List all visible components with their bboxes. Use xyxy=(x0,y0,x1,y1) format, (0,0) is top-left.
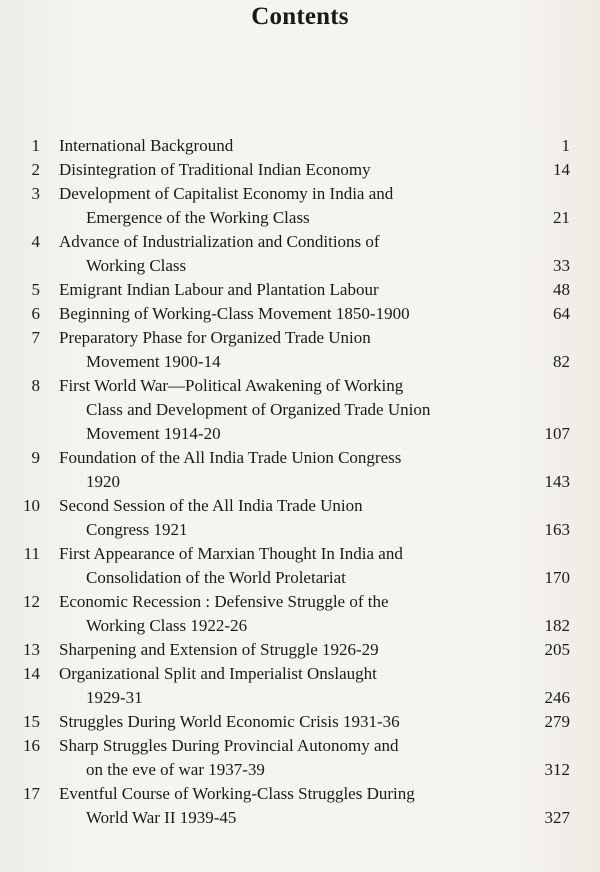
chapter-title: First World War—Political Awakening of Working xyxy=(59,376,404,395)
chapter-number: 9 xyxy=(31,448,40,467)
toc-entry-line xyxy=(0,662,600,686)
chapter-title: Consolidation of the World Proletariat xyxy=(86,568,346,587)
toc-entry-line xyxy=(0,134,600,158)
page-number: 33 xyxy=(553,256,570,275)
chapter-title: Struggles During World Economic Crisis 1931-36 xyxy=(59,712,400,731)
chapter-title: World War II 1939-45 xyxy=(86,808,237,827)
chapter-number: 6 xyxy=(31,304,40,323)
chapter-title: 1920 xyxy=(86,472,120,491)
chapter-number: 5 xyxy=(31,280,40,299)
chapter-title: Working Class 1922-26 xyxy=(86,616,248,635)
toc-entry-line xyxy=(0,638,600,662)
toc-entry xyxy=(0,182,600,230)
chapter-number: 8 xyxy=(31,376,40,395)
toc-entry-line xyxy=(0,734,600,758)
toc-entry-line xyxy=(0,254,600,278)
toc-entry-line xyxy=(0,710,600,734)
toc-entry-line xyxy=(0,758,600,782)
page-number: 163 xyxy=(544,520,570,539)
page-number: 107 xyxy=(544,424,570,443)
chapter-number: 2 xyxy=(31,160,40,179)
chapter-title: Disintegration of Traditional Indian Economy xyxy=(59,160,371,179)
toc-entry-line xyxy=(0,398,600,422)
chapter-title: Emergence of the Working Class xyxy=(86,208,310,227)
toc-entry xyxy=(0,230,600,278)
toc-entry-line xyxy=(0,422,600,446)
chapter-number: 13 xyxy=(23,640,40,659)
page-number: 182 xyxy=(544,616,570,635)
chapter-title: 1929-31 xyxy=(86,688,143,707)
chapter-title: Sharp Struggles During Provincial Autonomy and xyxy=(59,736,399,755)
chapter-title: Congress 1921 xyxy=(86,520,188,539)
chapter-title: Foundation of the All India Trade Union Congress xyxy=(59,448,402,467)
toc-entry-line xyxy=(0,278,600,302)
toc-entry xyxy=(0,734,600,782)
chapter-title: Beginning of Working-Class Movement 1850-1900 xyxy=(59,304,410,323)
chapter-title: Movement 1900-14 xyxy=(86,352,221,371)
chapter-title: Sharpening and Extension of Struggle 1926-29 xyxy=(59,640,379,659)
chapter-number: 16 xyxy=(23,736,40,755)
chapter-title: Working Class xyxy=(86,256,187,275)
chapter-title: Class and Development of Organized Trade Union xyxy=(86,400,431,419)
toc-entry-line xyxy=(0,350,600,374)
chapter-title: Preparatory Phase for Organized Trade Union xyxy=(59,328,371,347)
chapter-title: International Background xyxy=(59,136,234,155)
toc-entry-line xyxy=(0,566,600,590)
chapter-number: 15 xyxy=(23,712,40,731)
page-number: 143 xyxy=(544,472,570,491)
chapter-number: 7 xyxy=(31,328,40,347)
chapter-title: Second Session of the All India Trade Union xyxy=(59,496,363,515)
chapter-number: 14 xyxy=(23,664,40,683)
chapter-title: Emigrant Indian Labour and Plantation Labour xyxy=(59,280,379,299)
toc-entry-line xyxy=(0,518,600,542)
page-number: 82 xyxy=(553,352,570,371)
toc-entry xyxy=(0,158,600,182)
toc-entry xyxy=(0,710,600,734)
toc-entry xyxy=(0,662,600,710)
toc-entry-line xyxy=(0,158,600,182)
toc-entry-line xyxy=(0,326,600,350)
page-number: 64 xyxy=(553,304,570,323)
toc-entry-line xyxy=(0,302,600,326)
chapter-number: 17 xyxy=(23,784,40,803)
toc-entry-line xyxy=(0,782,600,806)
toc-entry xyxy=(0,446,600,494)
toc-entry-line xyxy=(0,206,600,230)
toc-entry-line xyxy=(0,230,600,254)
chapter-number: 12 xyxy=(23,592,40,611)
page-number: 279 xyxy=(544,712,570,731)
toc-entry-line xyxy=(0,470,600,494)
page-number: 1 xyxy=(561,136,570,155)
toc-entry-line xyxy=(0,494,600,518)
toc-entry-line xyxy=(0,446,600,470)
toc-entry-line xyxy=(0,542,600,566)
chapter-title: Advance of Industrialization and Conditions of xyxy=(59,232,380,251)
toc-entry-line xyxy=(0,374,600,398)
toc-entry xyxy=(0,374,600,446)
chapter-number: 3 xyxy=(31,184,40,203)
chapter-title: on the eve of war 1937-39 xyxy=(86,760,265,779)
toc-entry xyxy=(0,326,600,374)
page-title: Contents xyxy=(251,3,349,30)
page-number: 312 xyxy=(544,760,570,779)
table-of-contents xyxy=(0,134,600,830)
toc-entry-line xyxy=(0,590,600,614)
toc-entry xyxy=(0,494,600,542)
chapter-title: Development of Capitalist Economy in India and xyxy=(59,184,394,203)
toc-entry-line xyxy=(0,806,600,830)
toc-entry xyxy=(0,590,600,638)
toc-entry xyxy=(0,782,600,830)
toc-entry xyxy=(0,542,600,590)
chapter-number: 1 xyxy=(31,136,40,155)
toc-entry-line xyxy=(0,686,600,710)
chapter-title: First Appearance of Marxian Thought In India and xyxy=(59,544,403,563)
chapter-title: Organizational Split and Imperialist Onslaught xyxy=(59,664,377,683)
chapter-number: 4 xyxy=(31,232,40,251)
chapter-number: 10 xyxy=(23,496,40,515)
toc-entry xyxy=(0,134,600,158)
toc-entry-line xyxy=(0,182,600,206)
toc-entry xyxy=(0,278,600,302)
chapter-number: 11 xyxy=(23,544,40,563)
chapter-title: Economic Recession : Defensive Struggle of the xyxy=(59,592,389,611)
chapter-title: Eventful Course of Working-Class Struggles During xyxy=(59,784,415,803)
page-number: 21 xyxy=(553,208,570,227)
page-number: 48 xyxy=(553,280,570,299)
page-number: 205 xyxy=(544,640,570,659)
page-number: 327 xyxy=(544,808,570,827)
toc-entry-line xyxy=(0,614,600,638)
page-number: 14 xyxy=(553,160,570,179)
toc-entry xyxy=(0,638,600,662)
page-number: 170 xyxy=(544,568,570,587)
toc-entry xyxy=(0,302,600,326)
chapter-title: Movement 1914-20 xyxy=(86,424,221,443)
page-number: 246 xyxy=(544,688,570,707)
